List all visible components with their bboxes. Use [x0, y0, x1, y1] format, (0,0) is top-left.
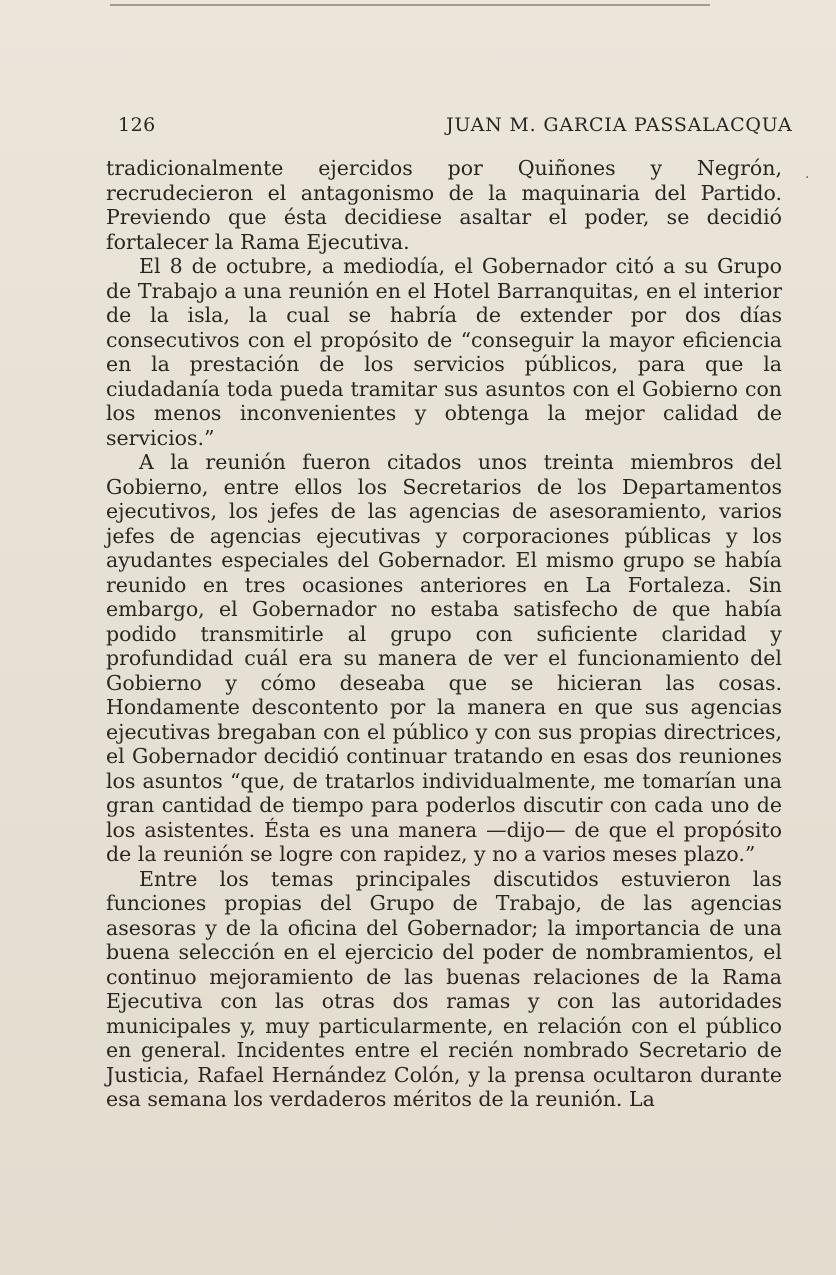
- body-text: [106, 156, 782, 1112]
- paragraph-continuation: tradicionalmente ejercidos por Quiñones y Negrón, recrudecieron el antagonismo de la maquinaria del Partido. Previendo que ésta decidiese asaltar el poder, se decidió fortalecer la Rama Ejecutiva.: [106, 156, 782, 254]
- paragraph: A la reunión fueron citados unos treinta miembros del Gobierno, entre ellos los Secretarios de los Departamentos ejecutivos, los jefes de las agencias de asesoramiento, varios jefes de agencias ejecutivas y corporaciones públicas y los ayudantes especiales del Gobernador. El mismo grupo se había reunido en tres ocasiones anteriores en La Fortaleza. Sin embargo, el Gobernador no estaba satisfecho de que había podido transmitirle al grupo con suficiente claridad y profundidad cuál era su manera de ver el funcionamiento del Gobierno y cómo deseaba que se hicieran las cosas. Hondamente descontento por la manera en que sus agencias ejecutivas bregaban con el público y con sus propias directrices, el Gobernador decidió continuar tratando en esas dos reuniones los asuntos “que, de tratarlos individualmente, me tomarían una gran cantidad de tiempo para poderlos discutir con cada uno de los asistentes. Ésta es una manera —dijo— de que el propósito de la reunión se logre con rapidez, y no a varios meses plazo.”: [106, 450, 782, 866]
- paragraph: El 8 de octubre, a mediodía, el Gobernador citó a su Grupo de Trabajo a una reunión en el Hotel Barranquitas, en el interior de la isla, la cual se habría de extender por dos días consecutivos con el propósito de “conseguir la mayor eficiencia en la prestación de los servicios públicos, para que la ciudadanía toda pueda tramitar sus asuntos con el Gobierno con los menos inconvenientes y obtenga la mejor calidad de servicios.”: [106, 254, 782, 450]
- paragraph: Entre los temas principales discutidos estuvieron las funciones propias del Grupo de Trabajo, de las agencias asesoras y de la oficina del Gobernador; la importancia de una buena selección en el ejercicio del poder de nombramientos, el continuo mejoramiento de las buenas relaciones de la Rama Ejecutiva con las otras dos ramas y con las autoridades municipales y, muy particularmente, en relación con el público en general. Incidentes entre el recién nombrado Secretario de Justicia, Rafael Hernández Colón, y la prensa ocultaron durante esa semana los verdaderos méritos de la reunión. La: [106, 866, 782, 1111]
- page-number: 126: [118, 114, 156, 136]
- running-head: JUAN M. GARCIA PASSALACQUA: [446, 114, 793, 136]
- top-edge-rule: [110, 4, 710, 6]
- margin-pencil-mark: ·: [805, 170, 810, 186]
